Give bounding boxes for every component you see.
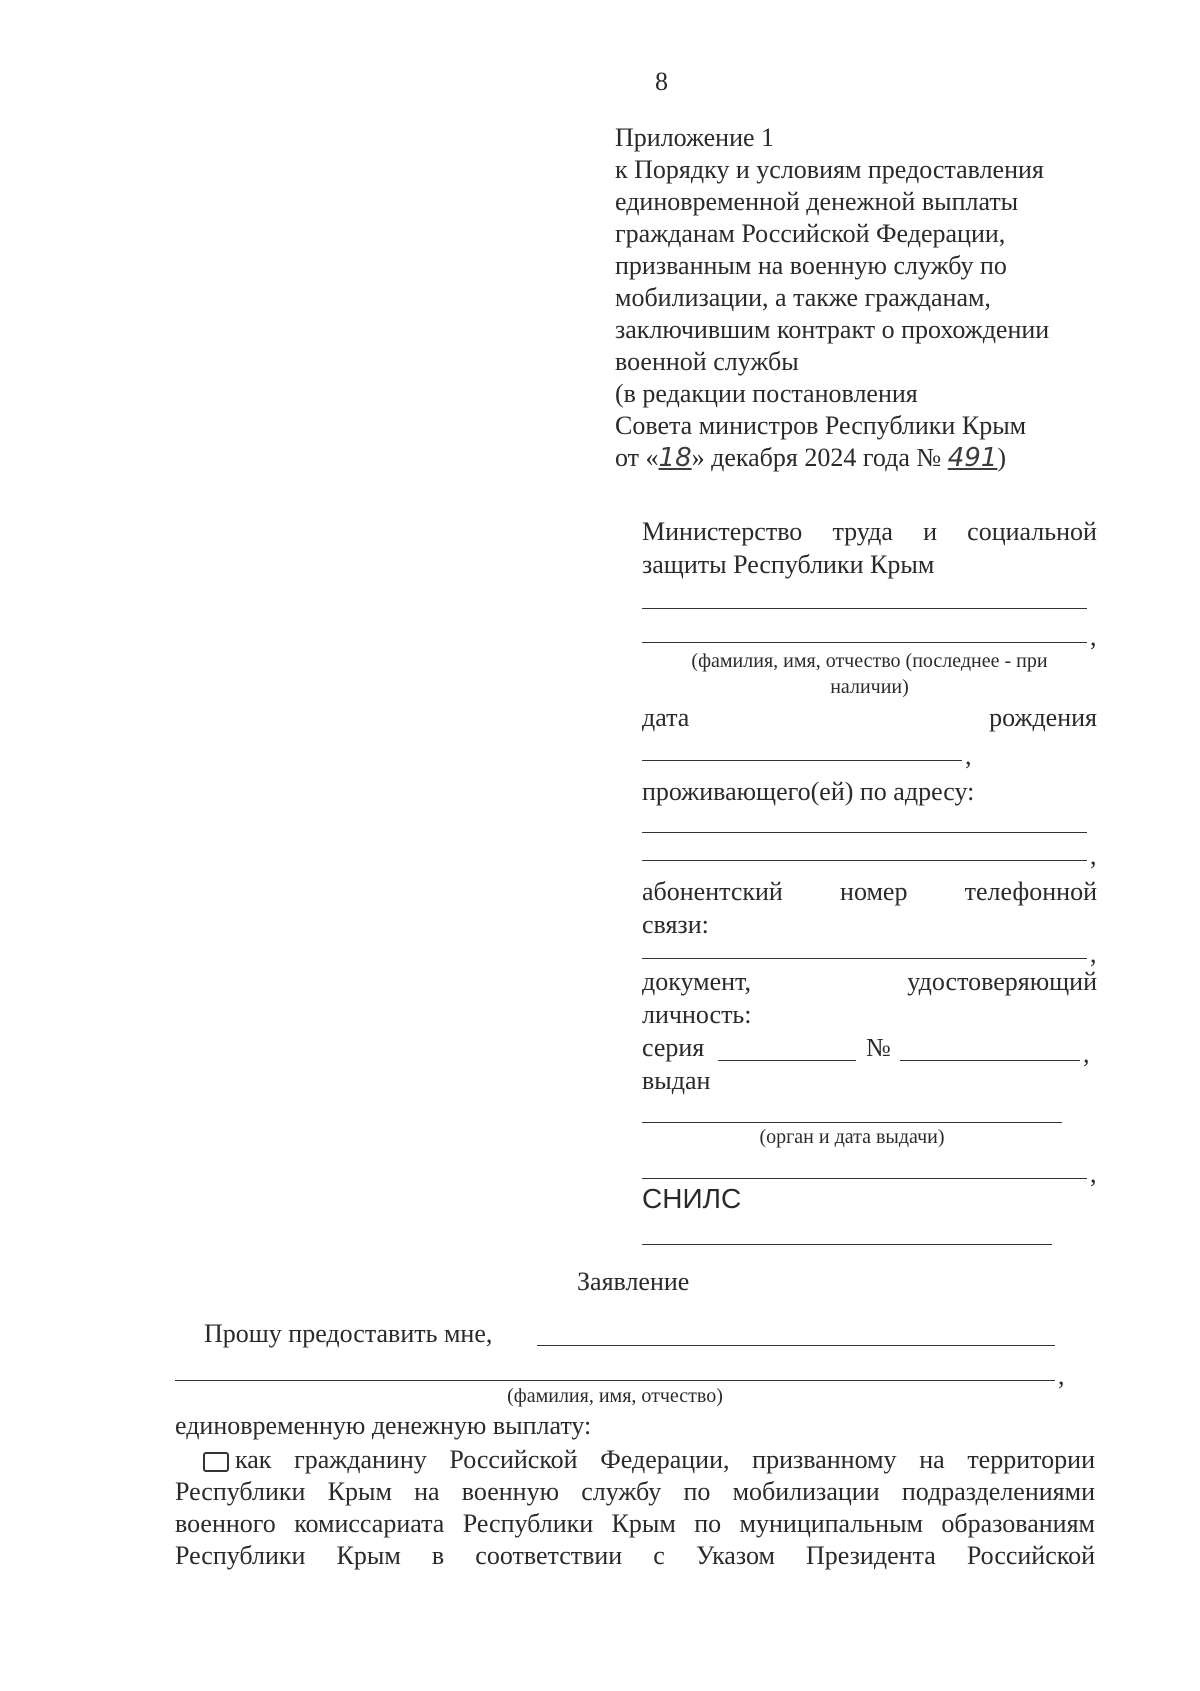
annex-line: заключившим контракт о прохождении bbox=[615, 315, 1050, 344]
phone-label-2: связи: bbox=[642, 910, 709, 939]
id-doc-label-2: личность: bbox=[642, 1000, 752, 1029]
series-label: серия bbox=[642, 1033, 705, 1062]
annex-line: Приложение 1 bbox=[615, 123, 775, 152]
option-1-checkbox[interactable] bbox=[203, 1452, 229, 1472]
comma: , bbox=[965, 741, 972, 770]
page-number: 8 bbox=[655, 67, 668, 96]
annex-line: Совета министров Республики Крым bbox=[615, 411, 1027, 440]
dob-line[interactable] bbox=[642, 760, 962, 761]
applicant-line-1[interactable] bbox=[537, 1345, 1055, 1346]
issued-label: выдан bbox=[642, 1066, 711, 1095]
handwritten-number: 491 bbox=[947, 443, 998, 473]
comma: , bbox=[1058, 1361, 1065, 1390]
applicant-caption: (фамилия, имя, отчество) bbox=[507, 1385, 723, 1407]
fio-line-1[interactable] bbox=[642, 608, 1087, 609]
snils-label: СНИЛС bbox=[642, 1183, 742, 1214]
dob-label: дата рождения bbox=[642, 703, 1097, 732]
issuer-line[interactable] bbox=[642, 1122, 1062, 1123]
annex-line: гражданам Российской Федерации, bbox=[615, 219, 1006, 248]
handwritten-day: 18 bbox=[658, 443, 692, 473]
annex-line: мобилизации, а также гражданам, bbox=[615, 283, 991, 312]
phone-line[interactable] bbox=[642, 958, 1087, 959]
number-label: № bbox=[866, 1033, 891, 1062]
issuer-line-2[interactable] bbox=[642, 1178, 1087, 1179]
fio-caption: (фамилия, имя, отчество (последнее - при наличии) bbox=[691, 650, 1048, 698]
number-field[interactable] bbox=[900, 1060, 1080, 1061]
comma: , bbox=[1090, 939, 1097, 968]
annex-date-line: от «18» декабря 2024 года № 491) bbox=[615, 443, 1007, 473]
option-1: как гражданину Российской Федерации, призванному на территории Республики Крым на военную службу по мобилизации подразделениями военного комиссариата Республики Крым по муниципальным образованиям Республики Крым в соответствии с Указом Президента Российской bbox=[175, 1445, 1095, 1570]
comma: , bbox=[1090, 622, 1097, 651]
address-line-1[interactable] bbox=[642, 832, 1087, 833]
statement-title: Заявление bbox=[577, 1267, 690, 1296]
phone-label: абонентский номер телефонной bbox=[642, 877, 1097, 906]
fio-line-2[interactable] bbox=[642, 642, 1087, 643]
annex-header bbox=[615, 122, 1049, 474]
request-text: Прошу предоставить мне, bbox=[204, 1319, 493, 1348]
comma: , bbox=[1090, 841, 1097, 870]
applicant-line-2[interactable] bbox=[175, 1380, 1055, 1381]
ministry-line-2: защиты Республики Крым bbox=[642, 550, 935, 579]
ministry-line-1: Министерство труда и социальной bbox=[642, 517, 1097, 546]
annex-line: военной службы bbox=[615, 347, 799, 376]
snils-line[interactable] bbox=[642, 1244, 1052, 1245]
issuer-caption: (орган и дата выдачи) bbox=[759, 1126, 945, 1148]
series-field[interactable] bbox=[718, 1060, 856, 1061]
id-doc-label: документ, удостоверяющий bbox=[642, 967, 1097, 996]
annex-line: к Порядку и условиям предоставления bbox=[615, 155, 1044, 184]
comma: , bbox=[1090, 1159, 1097, 1188]
annex-line: (в редакции постановления bbox=[615, 379, 918, 408]
address-label: проживающего(ей) по адресу: bbox=[642, 777, 975, 806]
comma: , bbox=[1083, 1039, 1090, 1068]
payment-text: единовременную денежную выплату: bbox=[175, 1411, 592, 1440]
annex-line: единовременной денежной выплаты bbox=[615, 187, 1019, 216]
address-line-2[interactable] bbox=[642, 860, 1087, 861]
annex-line: призванным на военную службу по bbox=[615, 251, 1007, 280]
